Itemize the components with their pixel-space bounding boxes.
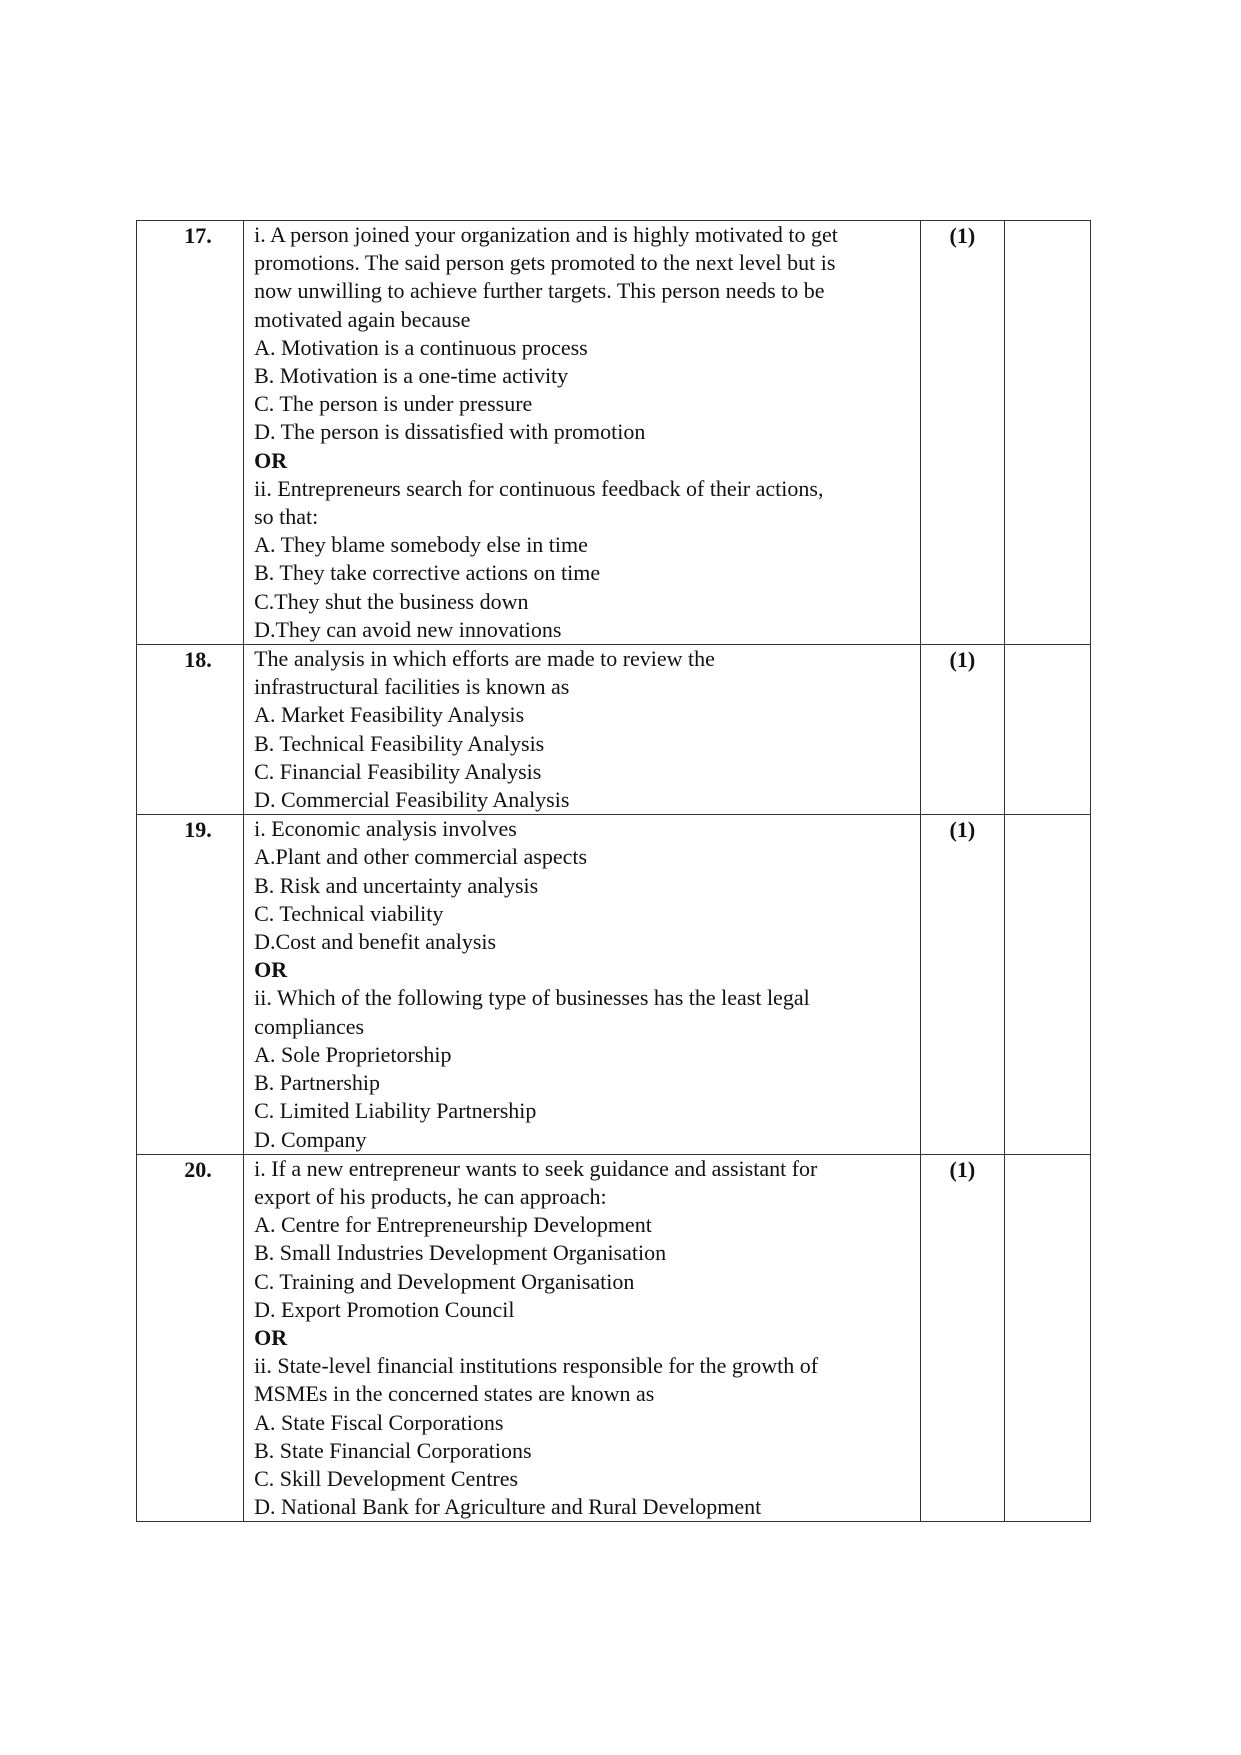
question-table bbox=[136, 220, 1091, 1522]
answer-option: C. Skill Development Centres bbox=[254, 1465, 519, 1491]
answer-option: C. Limited Liability Partnership bbox=[254, 1098, 537, 1124]
question-stem-line: The analysis in which efforts are made to review the bbox=[254, 646, 715, 672]
question-row-17 bbox=[137, 221, 1091, 645]
question-marks: (1) bbox=[920, 645, 1004, 815]
answer-option: D. Export Promotion Council bbox=[254, 1296, 515, 1322]
question-stem-line: i. A person joined your organization and is highly motivated to get bbox=[254, 222, 838, 247]
blank-cell bbox=[1004, 1154, 1090, 1522]
answer-option: C. Training and Development Organisation bbox=[254, 1268, 635, 1294]
question-stem-line: so that: bbox=[254, 504, 319, 530]
answer-option: D. Commercial Feasibility Analysis bbox=[254, 787, 570, 813]
answer-option: B. Partnership bbox=[254, 1070, 380, 1096]
question-number: 20. bbox=[137, 1154, 244, 1522]
question-stem-line: infrastructural facilities is known as bbox=[254, 674, 570, 700]
or-separator: OR bbox=[254, 447, 288, 473]
blank-cell bbox=[1004, 815, 1090, 1154]
question-stem-line: now unwilling to achieve further targets. This person needs to be bbox=[254, 278, 825, 304]
answer-option: C.They shut the business down bbox=[254, 588, 529, 614]
question-body bbox=[244, 645, 921, 815]
question-stem-line: ii. Which of the following type of businesses has the least legal bbox=[254, 985, 810, 1011]
question-stem-line: motivated again because bbox=[254, 306, 471, 332]
answer-option: B. They take corrective actions on time bbox=[254, 560, 601, 586]
question-marks: (1) bbox=[920, 1154, 1004, 1522]
answer-option: B. Technical Feasibility Analysis bbox=[254, 730, 545, 756]
question-body bbox=[244, 1154, 921, 1522]
answer-option: C. The person is under pressure bbox=[254, 391, 533, 417]
blank-cell bbox=[1004, 221, 1090, 645]
answer-option: C. Technical viability bbox=[254, 900, 444, 926]
question-row-19 bbox=[137, 815, 1091, 1154]
question-number: 19. bbox=[137, 815, 244, 1154]
answer-option: C. Financial Feasibility Analysis bbox=[254, 758, 542, 784]
blank-cell bbox=[1004, 645, 1090, 815]
question-rows bbox=[137, 221, 1091, 1522]
answer-option: A. Market Feasibility Analysis bbox=[254, 702, 525, 728]
answer-option: A. State Fiscal Corporations bbox=[254, 1409, 504, 1435]
answer-option: B. State Financial Corporations bbox=[254, 1437, 532, 1463]
question-number: 18. bbox=[137, 645, 244, 815]
answer-option: D. National Bank for Agriculture and Rural Development bbox=[254, 1494, 762, 1520]
question-body bbox=[244, 815, 921, 1154]
question-stem-line: promotions. The said person gets promoted to the next level but is bbox=[254, 250, 836, 276]
question-marks: (1) bbox=[920, 815, 1004, 1154]
question-row-18 bbox=[137, 645, 1091, 815]
or-separator: OR bbox=[254, 1324, 288, 1350]
answer-option: B. Motivation is a one-time activity bbox=[254, 363, 569, 389]
question-stem-line: ii. State-level financial institutions responsible for the growth of bbox=[254, 1353, 819, 1379]
or-separator: OR bbox=[254, 957, 288, 983]
answer-option: A. Motivation is a continuous process bbox=[254, 334, 588, 360]
question-stem-line: MSMEs in the concerned states are known as bbox=[254, 1381, 655, 1407]
question-stem-line: i. Economic analysis involves bbox=[254, 816, 517, 842]
question-stem-line: i. If a new entrepreneur wants to seek guidance and assistant for bbox=[254, 1155, 818, 1181]
answer-option: D.Cost and benefit analysis bbox=[254, 929, 497, 955]
question-marks: (1) bbox=[920, 221, 1004, 645]
question-number: 17. bbox=[137, 221, 244, 645]
answer-option: A.Plant and other commercial aspects bbox=[254, 844, 588, 870]
question-row-20 bbox=[137, 1154, 1091, 1522]
answer-option: B. Small Industries Development Organisation bbox=[254, 1240, 667, 1266]
answer-option: A. They blame somebody else in time bbox=[254, 532, 588, 558]
answer-option: D. The person is dissatisfied with promotion bbox=[254, 419, 646, 445]
question-body bbox=[244, 221, 921, 645]
question-stem-line: compliances bbox=[254, 1013, 365, 1039]
answer-option: B. Risk and uncertainty analysis bbox=[254, 872, 539, 898]
answer-option: D.They can avoid new innovations bbox=[254, 616, 562, 642]
question-stem-line: ii. Entrepreneurs search for continuous feedback of their actions, bbox=[254, 475, 824, 501]
answer-option: D. Company bbox=[254, 1126, 367, 1152]
question-stem-line: export of his products, he can approach: bbox=[254, 1183, 607, 1209]
answer-option: A. Centre for Entrepreneurship Development bbox=[254, 1212, 652, 1238]
answer-option: A. Sole Proprietorship bbox=[254, 1041, 452, 1067]
